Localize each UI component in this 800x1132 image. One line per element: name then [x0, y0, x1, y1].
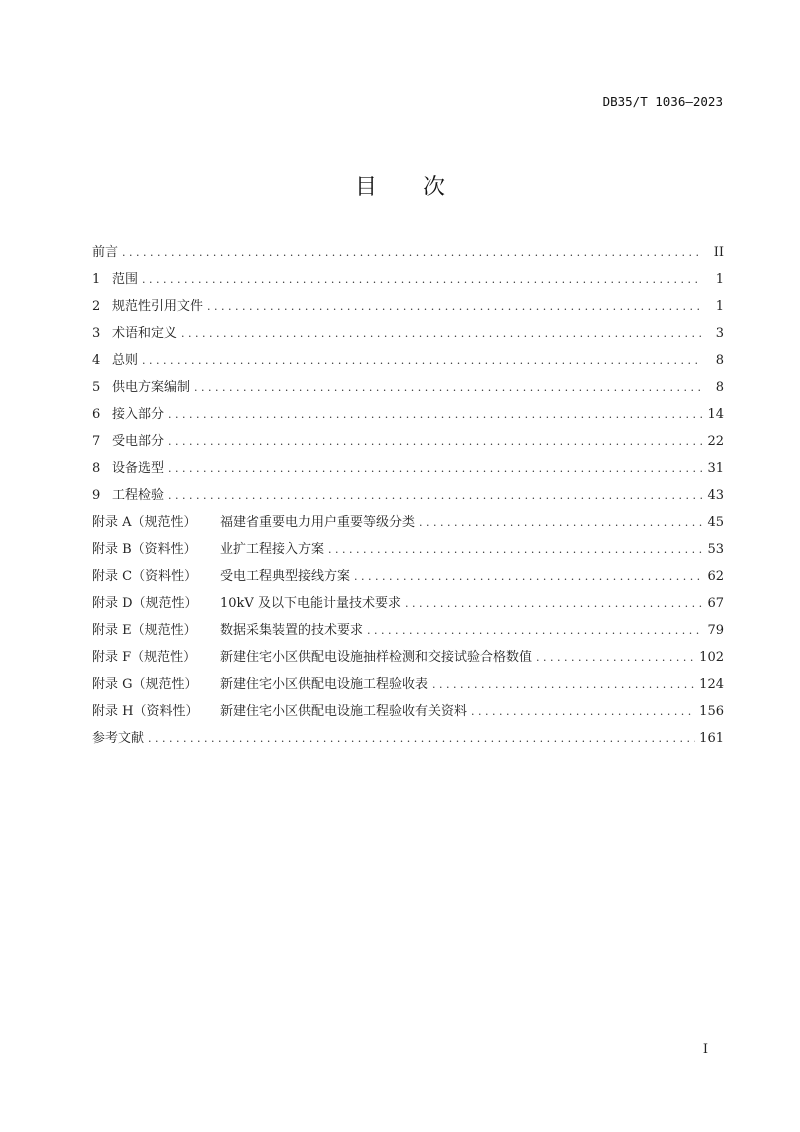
appendix-id: 附录 D（规范性）: [92, 596, 198, 611]
toc-page: 31: [707, 461, 724, 476]
toc-page: 43: [707, 488, 724, 503]
toc-page: 3: [715, 326, 724, 341]
toc-entry-3[interactable]: [92, 322, 724, 349]
appendix-id: 附录 F（规范性）: [92, 650, 197, 665]
toc-label: 新建住宅小区供配电设施工程验收表: [220, 677, 429, 692]
toc-page: 8: [715, 353, 724, 368]
toc-appendix-e[interactable]: [92, 619, 724, 646]
dot-leader: [471, 705, 695, 718]
toc-page: 124: [699, 677, 724, 692]
toc-page: 79: [707, 623, 724, 638]
dot-leader: [168, 489, 702, 502]
toc-page: 1: [715, 272, 724, 287]
toc-page: 45: [707, 515, 724, 530]
table-of-contents: [92, 241, 724, 754]
page-number: I: [702, 1042, 708, 1057]
dot-leader: [142, 354, 702, 367]
toc-page: II: [713, 245, 724, 260]
toc-label: 规范性引用文件: [112, 299, 204, 314]
toc-label: 受电部分: [112, 434, 165, 449]
toc-label: 数据采集装置的技术要求: [220, 623, 364, 638]
dot-leader: [536, 651, 695, 664]
toc-entry-2[interactable]: [92, 295, 724, 322]
toc-entry-1[interactable]: [92, 268, 724, 295]
toc-label: 前言: [92, 245, 119, 260]
toc-page: 22: [707, 434, 724, 449]
toc-appendix-b[interactable]: [92, 538, 724, 565]
toc-number: 7: [92, 434, 101, 449]
toc-entry-9[interactable]: [92, 484, 724, 511]
toc-number: 1: [92, 272, 101, 287]
toc-label: 术语和定义: [112, 326, 178, 341]
appendix-id: 附录 A（规范性）: [92, 515, 197, 530]
toc-entry-7[interactable]: [92, 430, 724, 457]
toc-appendix-h[interactable]: [92, 700, 724, 727]
appendix-id: 附录 E（规范性）: [92, 623, 197, 638]
dot-leader: [354, 570, 702, 583]
toc-entry-8[interactable]: [92, 457, 724, 484]
appendix-id: 附录 C（资料性）: [92, 569, 198, 584]
toc-entry-6[interactable]: [92, 403, 724, 430]
toc-page: 67: [707, 596, 724, 611]
toc-page: 161: [699, 731, 724, 746]
toc-appendix-d[interactable]: [92, 592, 724, 619]
toc-entry-references[interactable]: [92, 727, 724, 754]
toc-label: 新建住宅小区供配电设施抽样检测和交接试验合格数值: [220, 650, 533, 665]
appendix-id: 附录 G（规范性）: [92, 677, 198, 692]
toc-label: 参考文献: [92, 731, 145, 746]
toc-number: 9: [92, 488, 101, 503]
dot-leader: [367, 624, 702, 637]
toc-label: 范围: [112, 272, 139, 287]
title-char-1: 目: [354, 175, 377, 200]
toc-entry-foreword[interactable]: [92, 241, 724, 268]
title-char-2: 次: [423, 175, 446, 200]
dot-leader: [168, 408, 702, 421]
toc-page: 62: [707, 569, 724, 584]
dot-leader: [194, 381, 702, 394]
toc-number: 6: [92, 407, 101, 422]
toc-label: 工程检验: [112, 488, 165, 503]
toc-number: 3: [92, 326, 101, 341]
toc-page: 14: [707, 407, 724, 422]
dot-leader: [142, 273, 702, 286]
dot-leader: [405, 597, 702, 610]
toc-appendix-c[interactable]: [92, 565, 724, 592]
toc-label: 设备选型: [112, 461, 165, 476]
toc-appendix-f[interactable]: [92, 646, 724, 673]
dot-leader: [122, 246, 702, 259]
toc-label: 供电方案编制: [112, 380, 191, 395]
toc-page: 102: [699, 650, 724, 665]
dot-leader: [432, 678, 695, 691]
toc-label: 新建住宅小区供配电设施工程验收有关资料: [220, 704, 468, 719]
dot-leader: [207, 300, 702, 313]
toc-number: 4: [92, 353, 101, 368]
toc-label: 10kV 及以下电能计量技术要求: [220, 596, 401, 611]
appendix-id: 附录 B（资料性）: [92, 542, 197, 557]
toc-page: 1: [715, 299, 724, 314]
dot-leader: [328, 543, 702, 556]
appendix-id: 附录 H（资料性）: [92, 704, 199, 719]
toc-label: 受电工程典型接线方案: [220, 569, 351, 584]
toc-page: 53: [707, 542, 724, 557]
document-code: DB35/T 1036—2023: [602, 94, 723, 109]
toc-page: 156: [699, 704, 724, 719]
toc-label: 总则: [112, 353, 139, 368]
toc-label: 福建省重要电力用户重要等级分类: [220, 515, 416, 530]
toc-number: 8: [92, 461, 101, 476]
toc-label: 接入部分: [112, 407, 165, 422]
toc-appendix-g[interactable]: [92, 673, 724, 700]
page-title: [0, 170, 800, 201]
dot-leader: [148, 732, 695, 745]
dot-leader: [168, 435, 702, 448]
dot-leader: [168, 462, 702, 475]
toc-page: 8: [715, 380, 724, 395]
dot-leader: [419, 516, 702, 529]
toc-label: 业扩工程接入方案: [220, 542, 325, 557]
dot-leader: [181, 327, 702, 340]
toc-appendix-a[interactable]: [92, 511, 724, 538]
toc-number: 5: [92, 380, 101, 395]
toc-number: 2: [92, 299, 101, 314]
toc-entry-5[interactable]: [92, 376, 724, 403]
toc-entry-4[interactable]: [92, 349, 724, 376]
